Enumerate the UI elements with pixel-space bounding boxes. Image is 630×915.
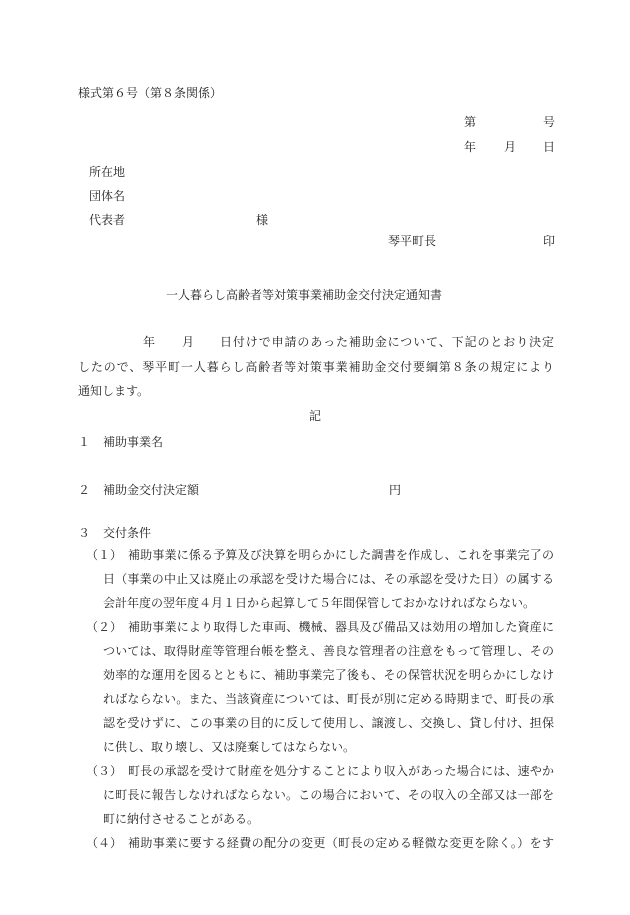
seal-mark: 印 <box>543 234 556 248</box>
item-1-label: 補助事業名 <box>103 435 164 449</box>
issuer-name: 琴平町長 <box>388 234 437 248</box>
date-day-label: 日 <box>543 140 556 154</box>
intro-month-label: 月 <box>182 335 195 349</box>
condition-4-number: （４） <box>86 836 123 850</box>
date-year-label: 年 <box>464 140 477 154</box>
condition-2-number: （２） <box>86 620 123 634</box>
intro-line-3: 通知します。 <box>78 384 150 398</box>
condition-2-line-1: 補助事業により取得した車両、機械、器具及び備品又は効用の増加した資産に <box>128 620 554 634</box>
intro-line-2: したので、琴平町一人暮らし高齢者等対策事業補助金交付要綱第８条の規定により <box>78 360 554 374</box>
organization-label: 団体名 <box>89 189 126 203</box>
item-1-number: １ <box>78 435 91 449</box>
condition-2-line-4: ればならない。また、当該資産については、町長が別に定める時期まで、町長の承 <box>103 692 554 706</box>
condition-3-line-1: 町長の承認を受けて財産を処分することにより収入があった場合には、速やか <box>128 764 554 778</box>
honorific-sama: 様 <box>256 213 269 227</box>
condition-1-line-1: 補助事業に係る予算及び決算を明らかにした調書を作成し、これを事業完了の <box>128 548 554 562</box>
address-label: 所在地 <box>89 165 126 179</box>
intro-year-label: 年 <box>143 335 156 349</box>
representative-label: 代表者 <box>89 213 126 227</box>
condition-2-line-3: 効率的な運用を図るとともに、補助事業完了後も、その保管状況を明らかにしなけ <box>103 668 554 682</box>
document-number-prefix: 第 <box>464 115 477 129</box>
date-month-label: 月 <box>504 140 517 154</box>
condition-2-line-2: ついては、取得財産等管理台帳を整え、善良な管理者の注意をもって管理し、その <box>103 644 554 658</box>
ki-heading: 記 <box>309 409 322 423</box>
condition-3-number: （３） <box>86 764 123 778</box>
form-number: 様式第６号（第８条関係） <box>78 86 223 100</box>
condition-2-line-5: 認を受けずに、この事業の目的に反して使用し、譲渡し、交換し、貸し付け、担保 <box>103 716 554 730</box>
item-2-label: 補助金交付決定額 <box>103 483 200 497</box>
condition-1-line-3: 会計年度の翌年度４月１日から起算して５年間保管しておかなければならない。 <box>103 596 536 610</box>
condition-4-line-1: 補助事業に要する経費の配分の変更（町長の定める軽微な変更を除く。）をす <box>128 836 554 850</box>
item-2-number: ２ <box>78 483 91 497</box>
item-3-label: 交付条件 <box>103 526 152 540</box>
document-number-suffix: 号 <box>543 115 556 129</box>
intro-line-1: 日付けで申請のあった補助金について、下記のとおり決定 <box>220 335 554 349</box>
document-title: 一人暮らし高齢者等対策事業補助金交付決定通知書 <box>166 288 443 302</box>
condition-1-line-2: 日（事業の中止又は廃止の承認を受けた場合には、その承認を受けた日）の属する <box>103 572 554 586</box>
condition-2-line-6: に供し、取り壊し、又は廃棄してはならない。 <box>103 740 356 754</box>
condition-1-number: （１） <box>86 548 123 562</box>
item-3-number: ３ <box>78 526 91 540</box>
condition-3-line-2: に町長に報告しなければならない。この場合において、その収入の全部又は一部を <box>103 788 554 802</box>
item-2-yen-unit: 円 <box>389 483 402 497</box>
condition-3-line-3: 町に納付させることがある。 <box>103 812 260 826</box>
